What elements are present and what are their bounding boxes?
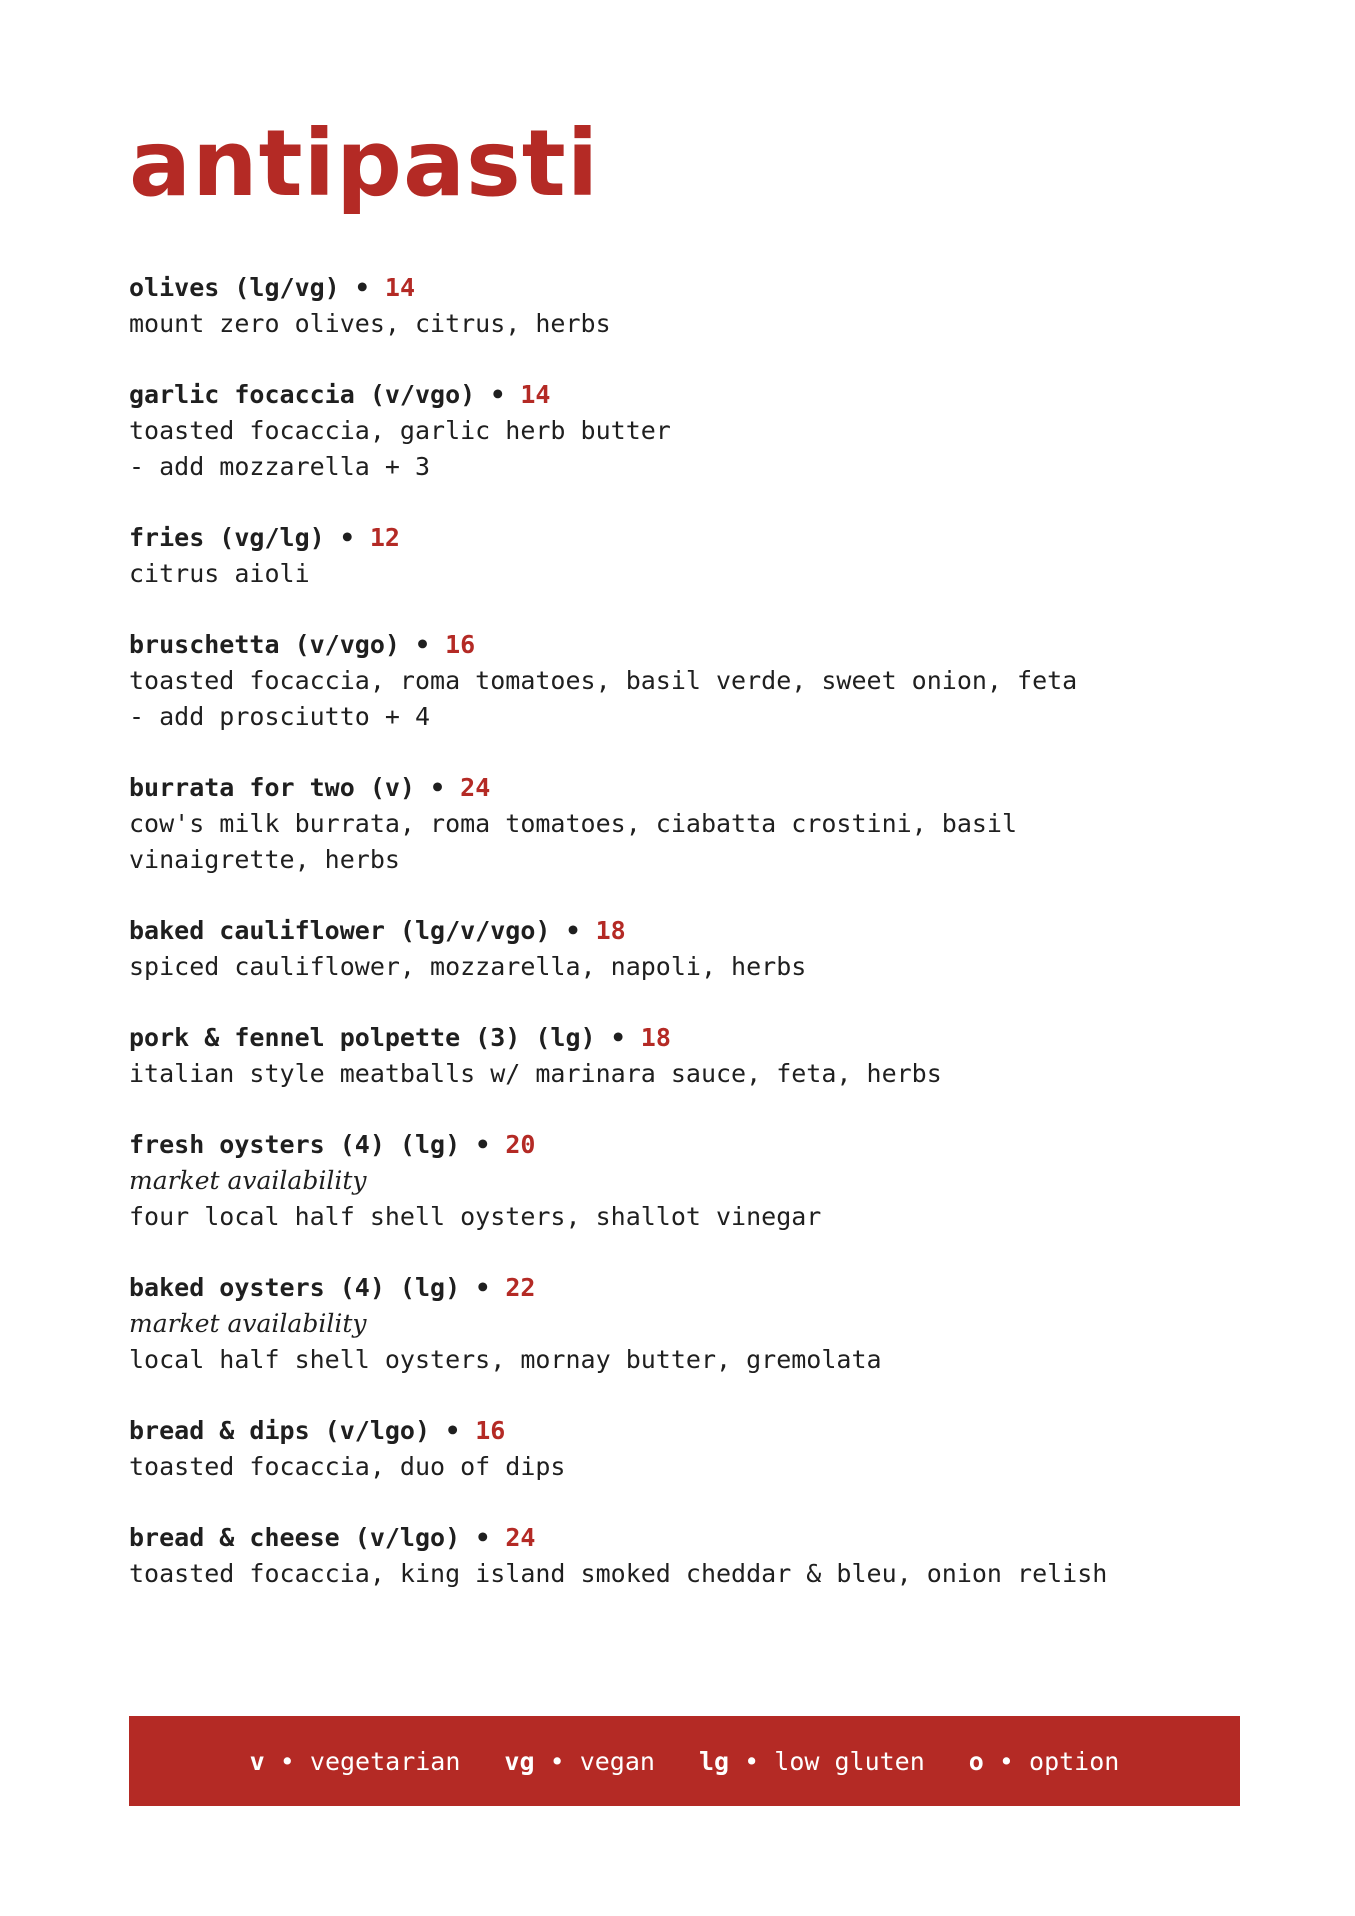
menu-item-description: vinaigrette, herbs bbox=[129, 845, 400, 874]
separator-bullet: • bbox=[610, 1023, 626, 1052]
menu-item-description: citrus aioli bbox=[129, 559, 310, 588]
menu-item-header bbox=[129, 1020, 1240, 1056]
menu-item-name: baked cauliflower (lg/v/vgo) bbox=[129, 916, 551, 945]
legend-label: option bbox=[1029, 1746, 1120, 1776]
separator-bullet: • bbox=[475, 1523, 491, 1552]
menu-item-header bbox=[129, 913, 1240, 949]
legend-code: v bbox=[249, 1746, 265, 1776]
legend-code: lg bbox=[698, 1746, 730, 1776]
menu-item-description: toasted focaccia, garlic herb butter bbox=[129, 416, 671, 445]
separator-bullet: • bbox=[475, 1130, 491, 1159]
menu-item-description: toasted focaccia, roma tomatoes, basil verde, sweet onion, feta bbox=[129, 666, 1078, 695]
menu-item-description: spiced cauliflower, mozzarella, napoli, herbs bbox=[129, 952, 807, 981]
menu-item-price: 12 bbox=[369, 523, 400, 552]
separator-bullet: • bbox=[475, 1273, 491, 1302]
menu-item-header bbox=[129, 1270, 1240, 1306]
menu-item bbox=[129, 913, 1240, 985]
menu-item-name: bread & dips (v/lgo) bbox=[129, 1416, 431, 1445]
legend-entry bbox=[969, 1747, 1120, 1776]
menu-item-price: 14 bbox=[520, 380, 551, 409]
menu-item-price: 24 bbox=[505, 1523, 536, 1552]
separator-bullet: • bbox=[744, 1746, 760, 1776]
menu-item-note: market availability bbox=[129, 1309, 367, 1338]
legend-label: low gluten bbox=[774, 1746, 925, 1776]
menu-item-name: bruschetta (v/vgo) bbox=[129, 630, 400, 659]
menu-item-name: garlic focaccia (v/vgo) bbox=[129, 380, 476, 409]
menu-item-name: burrata for two (v) bbox=[129, 773, 415, 802]
menu-title: antipasti bbox=[129, 110, 600, 217]
separator-bullet: • bbox=[998, 1746, 1014, 1776]
menu-item-description: mount zero olives, citrus, herbs bbox=[129, 309, 611, 338]
menu-item-price: 20 bbox=[505, 1130, 536, 1159]
separator-bullet: • bbox=[430, 773, 446, 802]
menu-item-price: 24 bbox=[460, 773, 491, 802]
menu-item-header bbox=[129, 1413, 1240, 1449]
menu-item bbox=[129, 1020, 1240, 1092]
legend-entry bbox=[250, 1747, 461, 1776]
legend-code: vg bbox=[504, 1746, 535, 1776]
legend-code: o bbox=[968, 1746, 984, 1776]
separator-bullet: • bbox=[279, 1746, 295, 1776]
menu-item bbox=[129, 520, 1240, 592]
menu-item bbox=[129, 377, 1240, 485]
legend-label: vegan bbox=[579, 1746, 655, 1776]
menu-item bbox=[129, 1413, 1240, 1485]
menu-item-price: 22 bbox=[505, 1273, 536, 1302]
menu-item-description: toasted focaccia, duo of dips bbox=[129, 1452, 566, 1481]
legend-entry bbox=[504, 1747, 655, 1776]
menu-item bbox=[129, 270, 1240, 342]
menu-item-description: four local half shell oysters, shallot vinegar bbox=[129, 1202, 822, 1231]
menu-item-name: fries (vg/lg) bbox=[129, 523, 325, 552]
menu-item bbox=[129, 770, 1240, 878]
menu-item bbox=[129, 627, 1240, 735]
legend-entry bbox=[699, 1747, 925, 1776]
menu-item-note: market availability bbox=[129, 1166, 367, 1195]
menu-item-name: olives (lg/vg) bbox=[129, 273, 340, 302]
menu-item-price: 18 bbox=[640, 1023, 671, 1052]
menu-item-description: - add prosciutto + 4 bbox=[129, 702, 431, 731]
menu-item-name: fresh oysters (4) (lg) bbox=[129, 1130, 461, 1159]
menu-item-name: pork & fennel polpette (3) (lg) bbox=[129, 1023, 596, 1052]
menu-item-description: cow's milk burrata, roma tomatoes, ciabatta crostini, basil bbox=[129, 809, 1018, 838]
menu-item-name: bread & cheese (v/lgo) bbox=[129, 1523, 461, 1552]
separator-bullet: • bbox=[354, 273, 370, 302]
separator-bullet: • bbox=[415, 630, 431, 659]
separator-bullet: • bbox=[445, 1416, 461, 1445]
menu-item-price: 18 bbox=[595, 916, 626, 945]
menu-items-list bbox=[129, 270, 1240, 1627]
menu-item-description: toasted focaccia, king island smoked cheddar & bleu, onion relish bbox=[129, 1559, 1108, 1588]
menu-item-header bbox=[129, 377, 1240, 413]
menu-item-header bbox=[129, 1520, 1240, 1556]
menu-item-price: 16 bbox=[445, 630, 476, 659]
menu-item-price: 14 bbox=[384, 273, 416, 302]
menu-item bbox=[129, 1127, 1240, 1235]
menu-item-header bbox=[129, 770, 1240, 806]
menu-item-description: italian style meatballs w/ marinara sauce, feta, herbs bbox=[129, 1059, 942, 1088]
menu-item-description: local half shell oysters, mornay butter, gremolata bbox=[129, 1345, 882, 1374]
menu-item-header bbox=[129, 270, 1240, 306]
menu-item-description: - add mozzarella + 3 bbox=[129, 452, 431, 481]
menu-item bbox=[129, 1520, 1240, 1592]
separator-bullet: • bbox=[339, 523, 355, 552]
menu-item-price: 16 bbox=[475, 1416, 506, 1445]
menu-item-header bbox=[129, 520, 1240, 556]
menu-item-name: baked oysters (4) (lg) bbox=[129, 1273, 461, 1302]
menu-item bbox=[129, 1270, 1240, 1378]
dietary-legend-bar bbox=[129, 1716, 1240, 1806]
legend-label: vegetarian bbox=[309, 1746, 461, 1776]
separator-bullet: • bbox=[549, 1746, 565, 1776]
menu-item-header bbox=[129, 1127, 1240, 1163]
menu-item-header bbox=[129, 627, 1240, 663]
separator-bullet: • bbox=[565, 916, 581, 945]
separator-bullet: • bbox=[490, 380, 506, 409]
